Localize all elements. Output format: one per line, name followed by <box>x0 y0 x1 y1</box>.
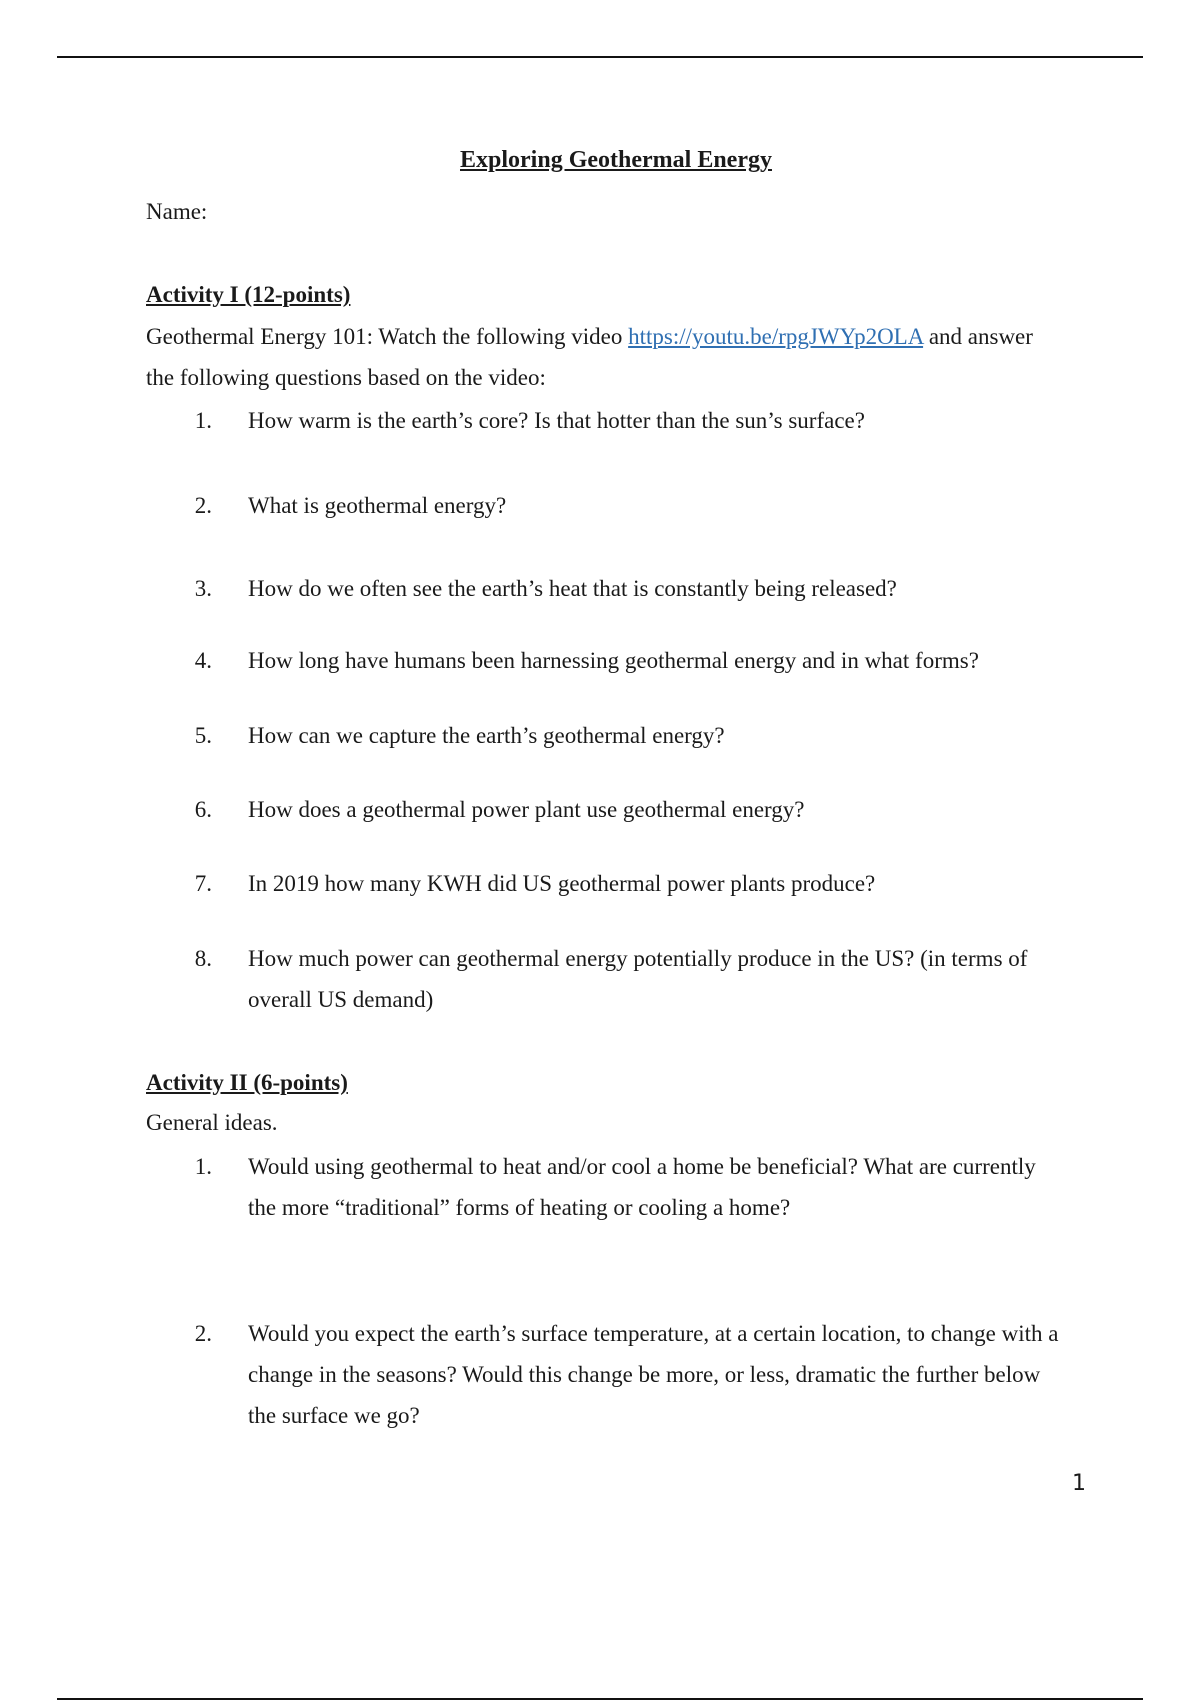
question-number: 1. <box>194 408 212 433</box>
question-text: How long have humans been harnessing geothermal energy and in what forms? <box>248 648 979 673</box>
question-number: 2. <box>194 493 212 518</box>
question-text: What is geothermal energy? <box>248 493 507 518</box>
activity-2-question <box>176 1313 1066 1436</box>
question-text: How can we capture the earth’s geothermal energy? <box>248 723 725 748</box>
question-text: How does a geothermal power plant use geothermal energy? <box>248 797 805 822</box>
question-number: 8. <box>194 946 212 971</box>
activity-2-intro: General ideas. <box>146 1110 278 1135</box>
activity-1-heading: Activity I (12-points) <box>146 282 351 307</box>
question-text: How warm is the earth’s core? Is that hotter than the sun’s surface? <box>248 408 865 433</box>
activity-1-intro-line2: the following questions based on the video: <box>146 365 546 390</box>
video-link[interactable]: https://youtu.be/rpgJWYp2OLA <box>628 324 924 349</box>
activity-1-question <box>176 863 1066 904</box>
activity-1-intro-text: Geothermal Energy 101: Watch the following video <box>146 324 629 349</box>
activity-1-question <box>176 789 1066 830</box>
activity-1-question <box>176 715 1066 756</box>
document-title: Exploring Geothermal Energy <box>460 147 772 173</box>
activity-1-intro <box>146 321 1033 353</box>
activity-1-question <box>176 640 1066 681</box>
activity-1-question <box>176 938 1036 1020</box>
question-text: Would using geothermal to heat and/or cool a home be beneficial? What are currently the more “traditional” forms of heating or cooling a home? <box>248 1154 1036 1220</box>
name-label: Name: <box>146 199 208 224</box>
question-number: 7. <box>194 871 212 896</box>
activity-1-question <box>176 568 1066 609</box>
activity-1-intro-tail: and answer <box>923 324 1033 349</box>
document-page <box>146 0 1086 1700</box>
question-number: 2. <box>194 1321 212 1346</box>
activity-1-question <box>176 400 1066 441</box>
page-number: 1 <box>1072 1471 1086 1496</box>
activity-2-question <box>176 1146 1066 1228</box>
activity-1-question <box>176 485 1066 526</box>
question-number: 1. <box>194 1154 212 1179</box>
question-text: How do we often see the earth’s heat that is constantly being released? <box>248 576 897 601</box>
question-number: 4. <box>194 648 212 673</box>
question-text: How much power can geothermal energy potentially produce in the US? (in terms of overall US demand) <box>248 946 1028 1012</box>
question-number: 3. <box>194 576 212 601</box>
question-number: 6. <box>194 797 212 822</box>
question-text: In 2019 how many KWH did US geothermal power plants produce? <box>248 871 876 896</box>
question-text: Would you expect the earth’s surface temperature, at a certain location, to change with a change in the seasons? Would this change be more, or less, dramatic the further below the surface we go? <box>248 1321 1059 1428</box>
question-number: 5. <box>194 723 212 748</box>
activity-2-heading: Activity II (6-points) <box>146 1070 348 1095</box>
